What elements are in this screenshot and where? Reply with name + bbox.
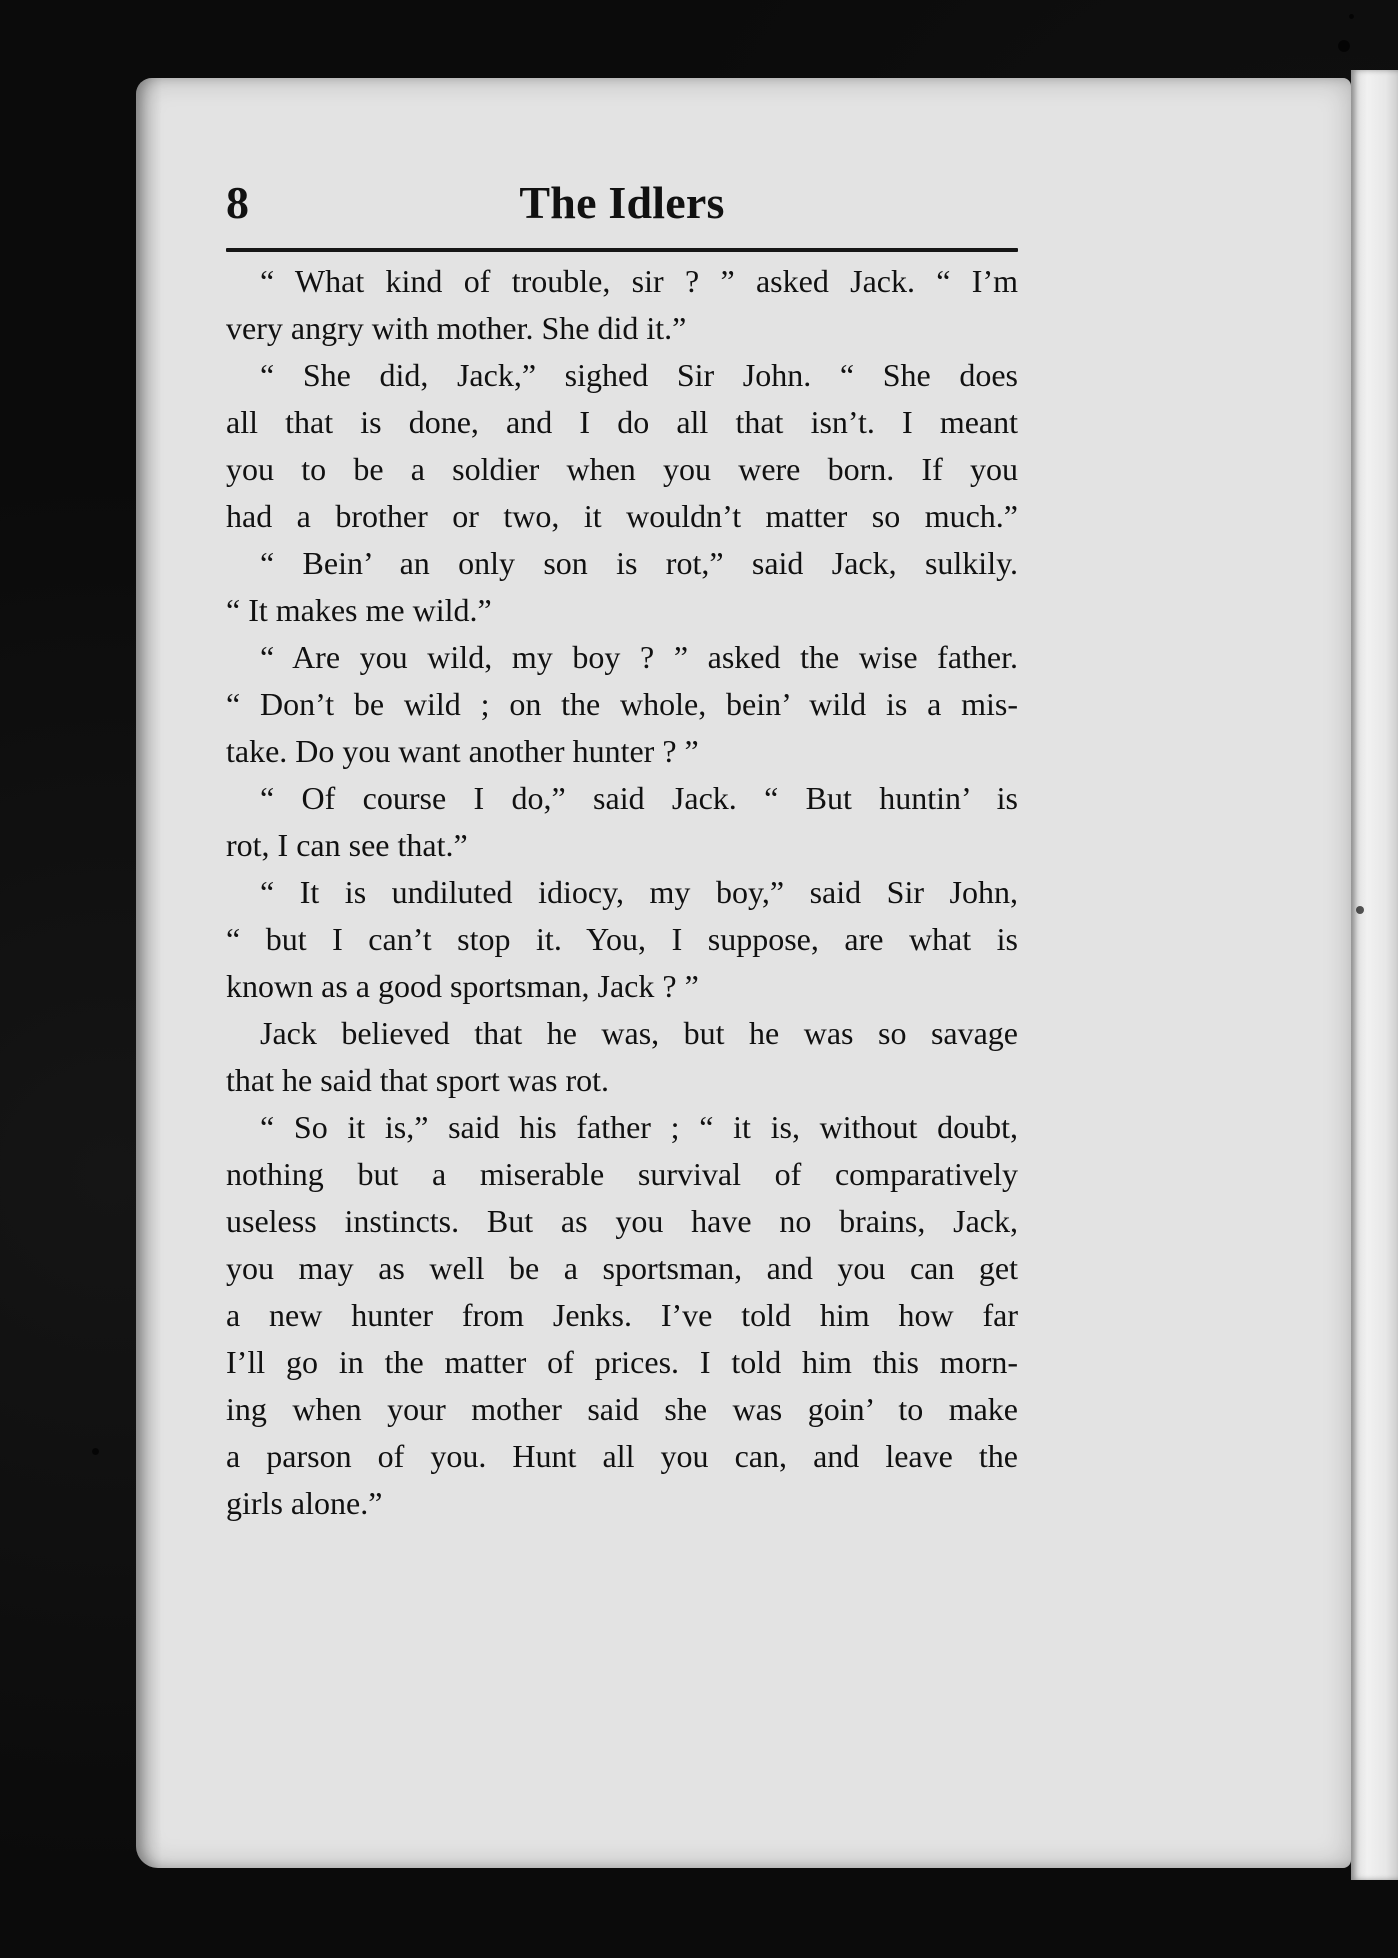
text-line: girls alone.”	[226, 1485, 383, 1521]
text-line: “ It is undiluted idiocy, my boy,” said Sir John,	[260, 874, 1018, 910]
text-line: all that is done, and I do all that isn’t. I meant	[226, 404, 1018, 440]
text-line: known as a good sportsman, Jack ? ”	[226, 968, 699, 1004]
page-number: 8	[226, 177, 249, 228]
text-line: “ Bein’ an only son is rot,” said Jack, sulkily.	[260, 545, 1018, 581]
text-line: “ Are you wild, my boy ? ” asked the wise father.	[260, 639, 1018, 675]
scan-speck	[1356, 906, 1364, 914]
scan-speck	[1338, 40, 1350, 52]
text-line: “ Of course I do,” said Jack. “ But huntin’ is	[260, 780, 1018, 816]
text-line: you to be a soldier when you were born. If you	[226, 451, 1018, 487]
text-line: “ but I can’t stop it. You, I suppose, are what is	[226, 921, 1018, 957]
scan-speck	[92, 1448, 99, 1455]
text-line: “ So it is,” said his father ; “ it is, without doubt,	[260, 1109, 1018, 1145]
text-line: nothing but a miserable survival of comparatively	[226, 1156, 1018, 1192]
text-line: a new hunter from Jenks. I’ve told him how far	[226, 1297, 1018, 1333]
text-line: useless instincts. But as you have no brains, Jack,	[226, 1203, 1018, 1239]
text-line: “ What kind of trouble, sir ? ” asked Jack. “ I’m	[260, 263, 1018, 299]
text-line: you may as well be a sportsman, and you can get	[226, 1250, 1018, 1286]
text-line: Jack believed that he was, but he was so savage	[260, 1015, 1018, 1051]
text-line: that he said that sport was rot.	[226, 1062, 610, 1098]
text-line: had a brother or two, it wouldn’t matter so much.”	[226, 498, 1018, 534]
scan-speck	[1349, 14, 1354, 19]
header-rule	[226, 248, 1018, 252]
page-header	[226, 170, 1018, 262]
running-head-title: The Idlers	[519, 177, 725, 228]
text-line: a parson of you. Hunt all you can, and leave the	[226, 1438, 1018, 1474]
text-line: ing when your mother said she was goin’ to make	[226, 1391, 1018, 1427]
text-line: very angry with mother. She did it.”	[226, 310, 687, 346]
text-line: I’ll go in the matter of prices. I told him this morn-	[226, 1344, 1018, 1380]
text-line: take. Do you want another hunter ? ”	[226, 733, 699, 769]
text-line: “ Don’t be wild ; on the whole, bein’ wild is a mis-	[226, 686, 1018, 722]
right-page-edge	[1351, 70, 1398, 1880]
text-line: rot, I can see that.”	[226, 827, 468, 863]
text-line: “ It makes me wild.”	[226, 592, 492, 628]
text-line: “ She did, Jack,” sighed Sir John. “ She does	[260, 357, 1018, 393]
body-text	[226, 258, 1018, 1527]
